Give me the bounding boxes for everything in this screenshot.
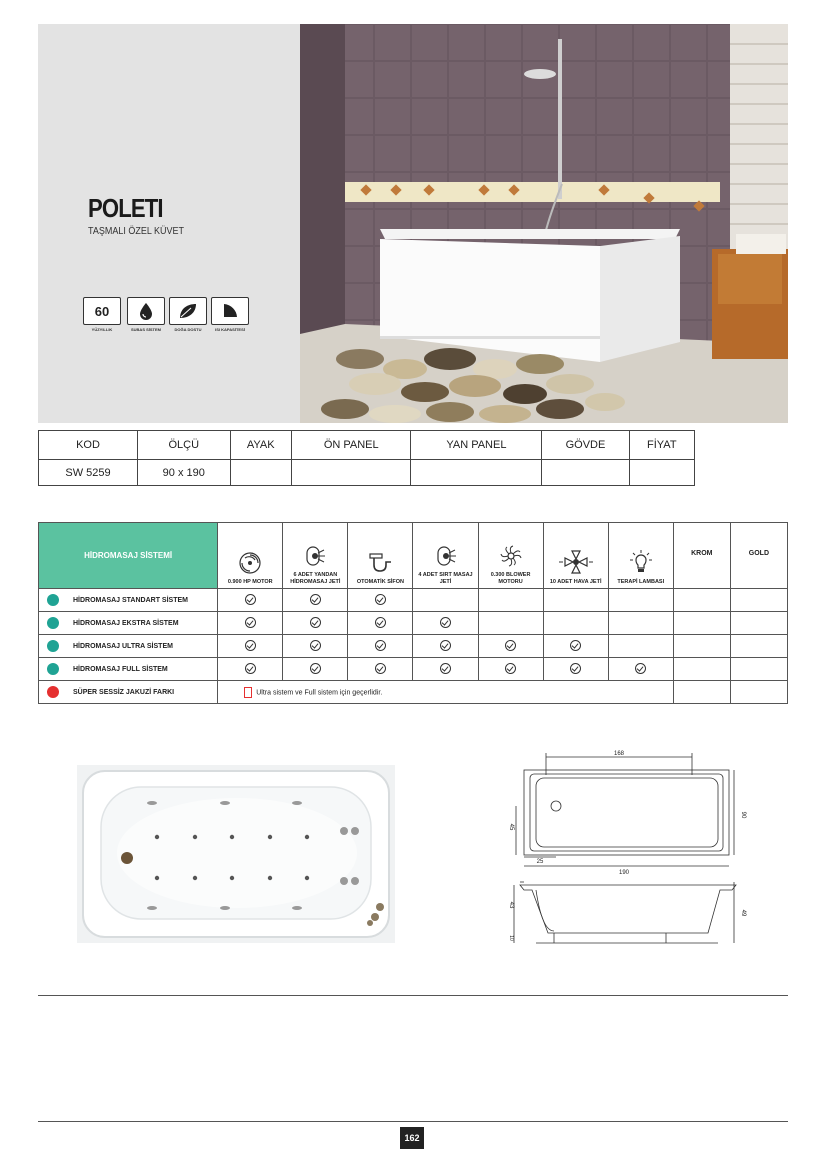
empty-cell [673,658,730,681]
col-label: OTOMATİK SİFON [356,578,404,585]
check-cell [608,658,673,681]
cell-ayak [230,460,291,486]
product-table-header [39,431,695,460]
empty-cell [673,681,730,704]
empty-cell [730,635,787,658]
leaf-icon [169,297,207,325]
header-on-panel: ÖN PANEL [292,431,411,460]
empty-cell [673,635,730,658]
col-label: 6 ADET YANDAN HİDROMASAJ JETİ [290,572,341,585]
dim-drain-pos: 25 [536,859,544,865]
dim-width: 90 [740,811,746,819]
footer-divider [38,1121,788,1122]
feature-caption: YÜZYILLIK [91,327,113,332]
check-cell [348,612,413,635]
row-label: HİDROMASAJ STANDART SİSTEM [73,596,188,604]
special-note-cell [218,681,674,704]
table-row [39,460,695,486]
special-note: Ultra sistem ve Full sistem için geçerlidir. [256,688,383,696]
check-cell [413,635,478,658]
empty-cell [608,612,673,635]
dim-inner-length: 168 [613,751,625,757]
table-row [39,635,788,658]
empty-cell [730,658,787,681]
header-govde: GÖVDE [542,431,629,460]
page-number: 162 [400,1127,424,1149]
feature-drop [127,297,165,332]
check-icon [375,617,386,628]
col-lamp [608,523,673,589]
side-jet-icon [303,544,327,568]
check-icon [635,663,646,674]
dim-foot: 10 [508,935,514,941]
col-siphon [348,523,413,589]
row-dot [47,594,59,606]
col-back-jet [413,523,478,589]
col-side-jet [283,523,348,589]
col-gold: GOLD [730,523,787,589]
hero-panel [38,24,300,423]
tub-top-view-photo [77,765,395,943]
check-icon [375,640,386,651]
empty-cell [730,681,787,704]
empty-cell [543,589,608,612]
hydro-table [38,522,788,704]
empty-cell [543,612,608,635]
check-icon [440,617,451,628]
cell-kod: SW 5259 [39,460,138,486]
note-marker-icon [244,687,252,698]
empty-cell [478,589,543,612]
cell-yan-panel [411,460,542,486]
col-blower [478,523,543,589]
cell-govde [542,460,629,486]
table-row [39,589,788,612]
row-label-cell [39,658,218,681]
check-icon [245,663,256,674]
col-air-jet [543,523,608,589]
col-label: 0.900 HP MOTOR [227,578,273,585]
check-cell [543,635,608,658]
check-icon [505,663,516,674]
row-dot [47,617,59,629]
row-dot [47,640,59,652]
feature-caption: SUBAS SİSTEM [130,327,161,332]
header-olcu: ÖLÇÜ [138,431,231,460]
row-label-cell [39,635,218,658]
cell-olcu: 90 x 190 [138,460,231,486]
check-icon [310,663,321,674]
row-label-cell [39,589,218,612]
header-ayak: AYAK [230,431,291,460]
pie-icon [211,297,249,325]
special-label: SÜPER SESSİZ JAKUZİ FARKI [73,688,175,696]
motor-icon [238,551,262,575]
feature-caption: ISI KAPASİTESİ [215,327,245,332]
60-years-icon [83,297,121,325]
empty-cell [730,612,787,635]
feature-number: 60 [94,303,110,319]
dim-total-height: 49 [740,909,746,917]
feature-leaf [169,297,207,332]
header-yan-panel: YAN PANEL [411,431,542,460]
check-cell [478,658,543,681]
row-label: HİDROMASAJ FULL SİSTEM [73,665,168,673]
check-cell [348,589,413,612]
check-cell [218,635,283,658]
col-label: 4 ADET SIRT MASAJ JETİ [418,572,473,585]
row-label: HİDROMASAJ ULTRA SİSTEM [73,642,173,650]
check-cell [348,635,413,658]
row-dot [47,686,59,698]
header-kod: KOD [39,431,138,460]
check-icon [570,663,581,674]
col-label: TERAPİ LAMBASI [617,578,665,585]
cell-on-panel [292,460,411,486]
check-icon [310,640,321,651]
empty-cell [608,635,673,658]
air-jet-icon [556,549,596,575]
dim-length: 190 [618,870,630,876]
empty-cell [673,612,730,635]
check-icon [505,640,516,651]
dim-height: 43 [508,901,514,909]
table-row [39,612,788,635]
check-cell [218,589,283,612]
hydro-header-row [39,523,788,589]
empty-cell [608,589,673,612]
empty-cell [413,589,478,612]
hydro-title: HİDROMASAJ SİSTEMİ [39,523,218,589]
col-motor [218,523,283,589]
back-jet-icon [434,544,458,568]
check-icon [245,594,256,605]
check-cell [543,658,608,681]
check-icon [570,640,581,651]
col-label: 10 ADET HAVA JETİ [549,578,602,585]
product-table [38,430,695,486]
row-label-cell [39,612,218,635]
empty-cell [730,589,787,612]
special-row [39,681,788,704]
lamp-icon [629,549,653,575]
feature-caption: DOĞA DOSTU [174,327,202,332]
check-cell [348,658,413,681]
check-cell [218,658,283,681]
col-label: 0.300 BLOWER MOTORU [490,572,531,585]
check-icon [440,663,451,674]
cell-fiyat [629,460,694,486]
row-label-cell [39,681,218,704]
feature-60-years [83,297,121,332]
product-subtitle: TAŞMALI ÖZEL KÜVET [88,226,185,237]
check-icon [375,594,386,605]
feature-heat [211,297,249,332]
siphon-icon [367,551,393,575]
blower-icon [499,544,523,568]
check-icon [375,663,386,674]
check-cell [413,612,478,635]
empty-cell [673,589,730,612]
check-icon [310,617,321,628]
drop-icon [127,297,165,325]
check-icon [440,640,451,651]
check-cell [283,589,348,612]
check-icon [245,640,256,651]
divider [38,995,788,996]
check-cell [413,658,478,681]
check-cell [478,635,543,658]
empty-cell [478,612,543,635]
row-dot [47,663,59,675]
row-label: HİDROMASAJ EKSTRA SİSTEM [73,619,179,627]
dim-drain-offset: 45 [508,823,514,831]
check-cell [283,612,348,635]
check-cell [283,658,348,681]
table-row [39,658,788,681]
technical-drawing [506,745,750,950]
header-fiyat: FİYAT [629,431,694,460]
check-cell [283,635,348,658]
check-icon [245,617,256,628]
product-title: POLETI [88,193,163,223]
check-icon [310,594,321,605]
bathroom-photo [300,24,788,423]
check-cell [218,612,283,635]
col-krom: KROM [673,523,730,589]
